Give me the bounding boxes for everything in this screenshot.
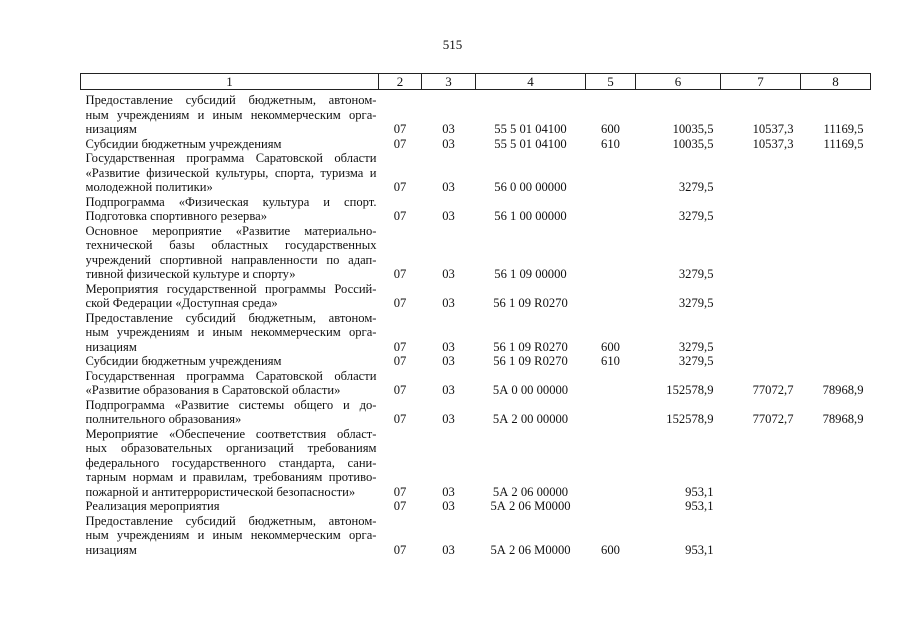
cell-c7 bbox=[721, 354, 801, 369]
cell-c5 bbox=[586, 224, 636, 282]
cell-c8 bbox=[801, 499, 871, 514]
cell-c8: 11169,5 bbox=[823, 136, 864, 151]
cell-c3: 03 bbox=[442, 296, 455, 310]
description-line: Государственная программа Саратовской области bbox=[85, 151, 377, 165]
description-line: низациям bbox=[85, 339, 137, 354]
cell-c8 bbox=[801, 311, 871, 355]
description-line: технической базы областных государственных bbox=[85, 238, 377, 252]
description-line: учреждений спортивной направленности по адап- bbox=[85, 252, 377, 267]
cell-c5: 610 bbox=[601, 354, 620, 368]
cell-c6: 3279,5 bbox=[678, 209, 714, 223]
cell-c2: 07 bbox=[393, 180, 407, 194]
cell-c4: 56 0 00 00000 bbox=[494, 180, 567, 194]
cell-c7 bbox=[721, 499, 801, 514]
cell-c2: 07 bbox=[393, 296, 407, 310]
cell-c8: 78968,9 bbox=[822, 412, 864, 426]
cell-c3: 03 bbox=[442, 339, 455, 354]
cell-c8 bbox=[801, 195, 871, 224]
cell-c6: 10035,5 bbox=[672, 122, 714, 136]
cell-c2: 07 bbox=[393, 383, 407, 397]
cell-c3: 03 bbox=[442, 383, 455, 397]
page-number: 515 bbox=[442, 37, 463, 52]
cell-c4: 56 1 09 00000 bbox=[494, 267, 567, 281]
cell-c4: 56 1 09 R0270 bbox=[493, 296, 568, 310]
row-description bbox=[81, 427, 379, 500]
cell-c6: 953,1 bbox=[685, 542, 714, 557]
cell-c4: 5А 2 00 00000 bbox=[492, 412, 569, 426]
description-line: Основное мероприятие «Развитие материально- bbox=[85, 223, 377, 238]
cell-c8: 11169,5 bbox=[823, 122, 864, 136]
table-row bbox=[81, 224, 871, 282]
cell-c3: 03 bbox=[442, 267, 455, 281]
description-line: ным учреждениям и иным некоммерческим орга- bbox=[85, 107, 377, 122]
table-row bbox=[81, 137, 871, 152]
cell-c2: 07 bbox=[393, 499, 407, 513]
cell-c7 bbox=[721, 514, 801, 558]
cell-c8 bbox=[801, 427, 871, 500]
description-line: полнительного образования» bbox=[85, 412, 242, 426]
description-line: «Развитие образования в Саратовской области» bbox=[85, 383, 341, 397]
description-line: ской Федерации «Доступная среда» bbox=[85, 296, 278, 310]
description-line: Предоставление субсидий бюджетным, автоном- bbox=[85, 513, 377, 528]
column-header-8: 8 bbox=[801, 74, 871, 90]
table-row bbox=[81, 151, 871, 195]
cell-c5 bbox=[586, 427, 636, 500]
cell-c7: 77072,7 bbox=[752, 383, 794, 397]
cell-c6: 3279,5 bbox=[678, 339, 714, 354]
cell-c3: 03 bbox=[442, 542, 455, 557]
description-line: пожарной и антитеррористической безопасности» bbox=[85, 484, 356, 499]
cell-c5 bbox=[586, 398, 636, 427]
row-description bbox=[81, 151, 379, 195]
cell-c6: 3279,5 bbox=[678, 296, 714, 310]
cell-c2: 07 bbox=[393, 267, 407, 281]
budget-table bbox=[80, 73, 871, 557]
cell-c8 bbox=[801, 151, 871, 195]
description-line: Подпрограмма «Физическая культура и спорт. bbox=[85, 194, 377, 209]
description-line: Подпрограмма «Развитие системы общего и до- bbox=[85, 397, 377, 412]
column-header-6: 6 bbox=[636, 74, 721, 90]
cell-c4: 56 1 09 R0270 bbox=[493, 339, 568, 354]
cell-c3: 03 bbox=[442, 499, 455, 513]
cell-c4: 5А 2 06 М0000 bbox=[490, 499, 571, 513]
description-line: Мероприятие «Обеспечение соответствия област- bbox=[85, 426, 377, 441]
description-line: Субсидии бюджетным учреждениям bbox=[85, 354, 282, 368]
description-line: Реализация мероприятия bbox=[85, 499, 220, 513]
cell-c3: 03 bbox=[442, 122, 455, 136]
table-row bbox=[81, 195, 871, 224]
cell-c4: 56 1 00 00000 bbox=[494, 209, 567, 223]
cell-c2: 07 bbox=[393, 339, 407, 354]
row-description bbox=[81, 195, 379, 224]
cell-c2: 07 bbox=[393, 412, 407, 426]
cell-c6: 953,1 bbox=[685, 499, 714, 513]
cell-c3: 03 bbox=[442, 209, 455, 223]
description-line: молодежной политики» bbox=[85, 180, 213, 194]
description-line: «Развитие физической культуры, спорта, туризма и bbox=[85, 165, 377, 180]
cell-c3: 03 bbox=[442, 412, 455, 426]
description-line: Субсидии бюджетным учреждениям bbox=[85, 136, 282, 151]
cell-c5: 610 bbox=[601, 136, 620, 151]
cell-c6: 3279,5 bbox=[678, 267, 714, 281]
cell-c7 bbox=[721, 282, 801, 311]
cell-c8: 78968,9 bbox=[822, 383, 864, 397]
cell-c5: 600 bbox=[601, 122, 620, 136]
row-description bbox=[81, 137, 379, 152]
cell-c8 bbox=[801, 354, 871, 369]
description-line: ных образовательных организаций требованиям bbox=[85, 441, 377, 455]
table-row bbox=[81, 354, 871, 369]
cell-c3: 03 bbox=[442, 136, 455, 151]
cell-c6: 10035,5 bbox=[672, 136, 714, 151]
table-row bbox=[81, 90, 871, 137]
cell-c5 bbox=[586, 499, 636, 514]
cell-c7 bbox=[721, 311, 801, 355]
row-description bbox=[81, 224, 379, 282]
description-line: федерального государственного стандарта, сани- bbox=[85, 455, 377, 470]
cell-c8 bbox=[801, 282, 871, 311]
table-row bbox=[81, 499, 871, 514]
cell-c6: 152578,9 bbox=[666, 412, 714, 426]
description-line: Предоставление субсидий бюджетным, автоном- bbox=[85, 310, 377, 325]
cell-c7: 10537,3 bbox=[752, 136, 794, 151]
cell-c7 bbox=[721, 427, 801, 500]
cell-c4: 5А 0 00 00000 bbox=[492, 383, 569, 397]
cell-c2: 07 bbox=[393, 484, 407, 499]
table-row bbox=[81, 369, 871, 398]
description-line: Государственная программа Саратовской области bbox=[85, 368, 377, 383]
cell-c8 bbox=[801, 514, 871, 558]
description-line: ным учреждениям и иным некоммерческим орга- bbox=[85, 528, 377, 542]
description-line: тарным нормам и правилам, требованиям противо- bbox=[85, 470, 377, 484]
row-description bbox=[81, 311, 379, 355]
description-line: тивной физической культуре и спорту» bbox=[85, 267, 296, 281]
description-line: Подготовка спортивного резерва» bbox=[85, 209, 268, 223]
cell-c3: 03 bbox=[442, 484, 455, 499]
cell-c7 bbox=[721, 195, 801, 224]
table-row bbox=[81, 514, 871, 558]
row-description bbox=[81, 90, 379, 137]
column-header-1: 1 bbox=[81, 74, 379, 90]
cell-c4: 5А 2 06 М0000 bbox=[490, 542, 571, 557]
cell-c3: 03 bbox=[442, 354, 455, 368]
cell-c7: 77072,7 bbox=[752, 412, 794, 426]
cell-c4: 55 5 01 04100 bbox=[494, 122, 567, 136]
cell-c3: 03 bbox=[442, 180, 455, 194]
cell-c5: 600 bbox=[601, 542, 620, 557]
table-row bbox=[81, 398, 871, 427]
cell-c4: 5А 2 06 00000 bbox=[492, 484, 569, 499]
row-description bbox=[81, 499, 379, 514]
cell-c7 bbox=[721, 151, 801, 195]
cell-c2: 07 bbox=[393, 136, 407, 151]
column-header-5: 5 bbox=[586, 74, 636, 90]
row-description bbox=[81, 282, 379, 311]
description-line: низациям bbox=[85, 542, 137, 557]
cell-c6: 3279,5 bbox=[678, 180, 714, 194]
table-row bbox=[81, 427, 871, 500]
cell-c8 bbox=[801, 224, 871, 282]
cell-c6: 953,1 bbox=[685, 484, 714, 499]
header-row bbox=[81, 74, 871, 90]
description-line: Предоставление субсидий бюджетным, автоном- bbox=[85, 93, 377, 107]
row-description bbox=[81, 354, 379, 369]
cell-c7: 10537,3 bbox=[752, 122, 794, 136]
cell-c4: 56 1 09 R0270 bbox=[493, 354, 568, 368]
column-header-7: 7 bbox=[721, 74, 801, 90]
cell-c5 bbox=[586, 282, 636, 311]
row-description bbox=[81, 514, 379, 558]
row-description bbox=[81, 369, 379, 398]
table-row bbox=[81, 282, 871, 311]
cell-c4: 55 5 01 04100 bbox=[494, 136, 567, 151]
cell-c7 bbox=[721, 224, 801, 282]
cell-c2: 07 bbox=[393, 209, 407, 223]
cell-c2: 07 bbox=[393, 354, 407, 368]
column-header-2: 2 bbox=[379, 74, 422, 90]
cell-c5 bbox=[586, 369, 636, 398]
description-line: низациям bbox=[85, 122, 137, 136]
column-header-4: 4 bbox=[476, 74, 586, 90]
cell-c6: 152578,9 bbox=[666, 383, 714, 397]
cell-c5 bbox=[586, 151, 636, 195]
cell-c5 bbox=[586, 195, 636, 224]
table-row bbox=[81, 311, 871, 355]
cell-c6: 3279,5 bbox=[678, 354, 714, 368]
cell-c2: 07 bbox=[393, 542, 407, 557]
cell-c2: 07 bbox=[393, 122, 407, 136]
column-header-3: 3 bbox=[422, 74, 476, 90]
row-description bbox=[81, 398, 379, 427]
description-line: Мероприятия государственной программы Россий- bbox=[85, 281, 377, 296]
cell-c5: 600 bbox=[601, 339, 620, 354]
description-line: ным учреждениям и иным некоммерческим орга- bbox=[85, 325, 377, 339]
